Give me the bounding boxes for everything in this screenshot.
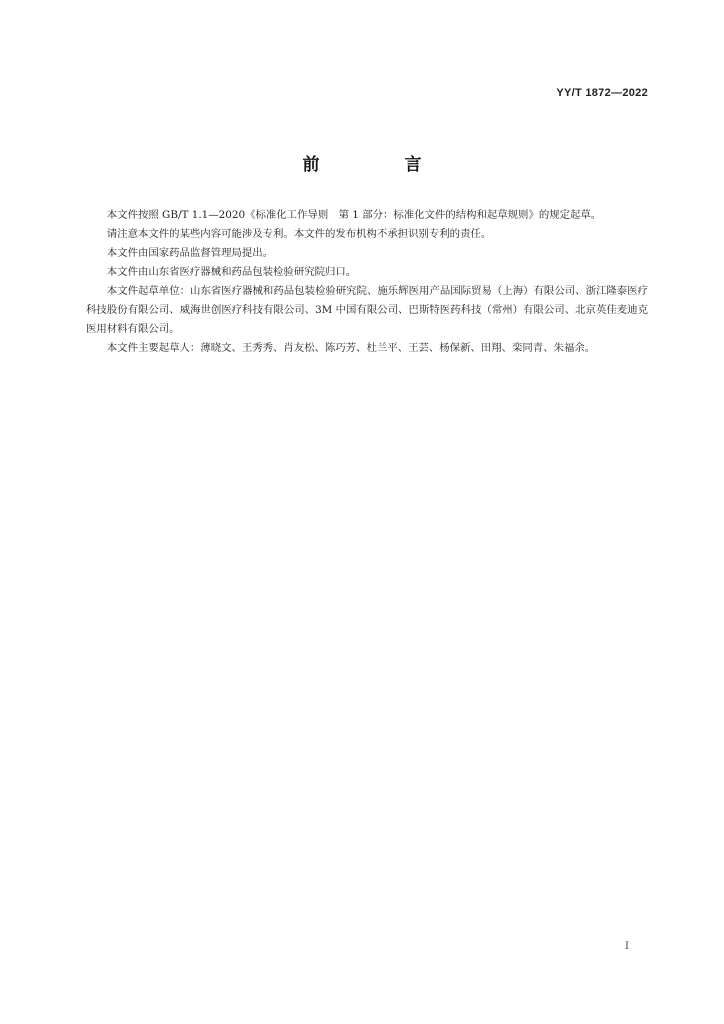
standard-code: YY/T 1872—2022 [556, 87, 648, 99]
page-number: I [625, 941, 629, 952]
paragraph-centralized-by: 本文件由山东省医疗器械和药品包装检验研究院归口。 [106, 266, 357, 278]
foreword-body [86, 206, 648, 358]
paragraph-main-drafters: 本文件主要起草人：薄晓文、王秀秀、肖友松、陈巧芳、杜兰平、王芸、杨保新、田翔、栾同青、朱福余。 [106, 342, 596, 354]
paragraph-drafting-units: 本文件起草单位：山东省医疗器械和药品包装检验研究院、施乐辉医用产品国际贸易（上海）有限公司、浙江隆泰医疗科技股份有限公司、威海世创医疗科技有限公司、3M 中国有限公司、巴斯特医药科技（常州）有限公司、北京英佳麦迪克医用材料有限公司。 [86, 285, 648, 335]
paragraph-patent-notice: 请注意本文件的某些内容可能涉及专利。本文件的发布机构不承担识别专利的责任。 [106, 228, 492, 240]
page-title: 前 言 [302, 155, 456, 175]
paragraph-drafting-rules: 本文件按照 GB/T 1.1—2020《标准化工作导则 第 1 部分：标准化文件的结构和起草规则》的规定起草。 [106, 209, 602, 221]
paragraph-proposed-by: 本文件由国家药品监督管理局提出。 [106, 247, 274, 259]
